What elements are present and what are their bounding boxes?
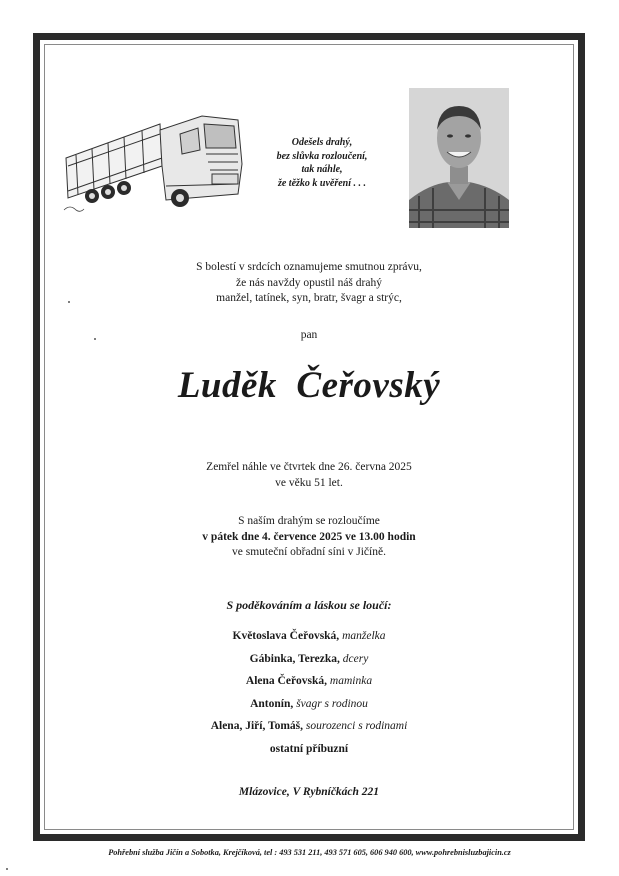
mourner-row [40,693,578,716]
mourner-relation: manželka [339,630,386,642]
death-date: Zemřel náhle ve čtvrtek dne 26. června 2025 [206,461,412,473]
mourner-name: Antonín, [250,697,294,710]
mourner-row [40,670,578,693]
verse-line: tak náhle, [301,164,343,175]
funeral-datetime: v pátek dne 4. července 2025 ve 13.00 hodin [202,530,416,543]
mourner-relation: dcery [339,652,369,665]
mourner-relation: sourozenci s rodinami [303,720,408,732]
verse-line: že těžko k uvěření . . . [277,177,367,189]
announcement-text [40,260,578,307]
scan-speck [68,301,70,303]
mourner-name: ostatní příbuzní [269,742,349,755]
mourner-relation: švagr s rodinou [293,697,368,710]
announcement-line: manžel, tatínek, syn, bratr, švagr a strýc, [216,292,402,304]
mourners-list [40,625,578,760]
verse-line: Odešels drahý, [291,137,353,148]
scan-speck [6,868,8,870]
mourner-row [40,648,578,671]
memorial-verse [262,136,382,190]
scan-speck [94,338,96,340]
funeral-service-footer: Pohřební služba Jičín a Sobotka, Krejčíková, tel : 493 531 211, 493 571 605, 606 940 600, www.pohrebnisluzbajicin.cz [108,848,511,857]
announcement-line: S bolestí v srdcích oznamujeme smutnou zprávu, [196,261,422,273]
funeral-info [40,514,578,561]
family-address: Mlázovice, V Rybníčkách 221 [238,786,380,798]
funeral-intro: S naším drahým se rozloučíme [238,515,380,527]
verse-line: bez slůvka rozloučení, [276,150,368,162]
mourner-name: Alena Čeřovská, [245,675,328,687]
mourner-name: Gábinka, Terezka, [249,652,340,665]
truck-sketch-icon [62,106,248,216]
obituary-border [33,33,585,841]
mourner-row [40,715,578,738]
mourner-name: Alena, Jiří, Tomáš, [210,720,304,732]
mourner-name: Květoslava Čeřovská, [232,630,340,642]
portrait-photo [409,88,509,228]
mourner-relation: maminka [327,675,373,687]
honorific: pan [300,329,318,341]
death-age: ve věku 51 let. [275,476,343,489]
deceased-name: Luděk Čeřovský [177,365,441,406]
announcement-line: že nás navždy opustil náš drahý [236,276,382,289]
death-info [40,460,578,491]
thanks-heading: S poděkováním a láskou se loučí: [226,598,392,612]
mourner-row [40,625,578,648]
mourner-row [40,738,578,761]
funeral-venue: ve smuteční obřadní síni v Jičíně. [232,546,386,558]
